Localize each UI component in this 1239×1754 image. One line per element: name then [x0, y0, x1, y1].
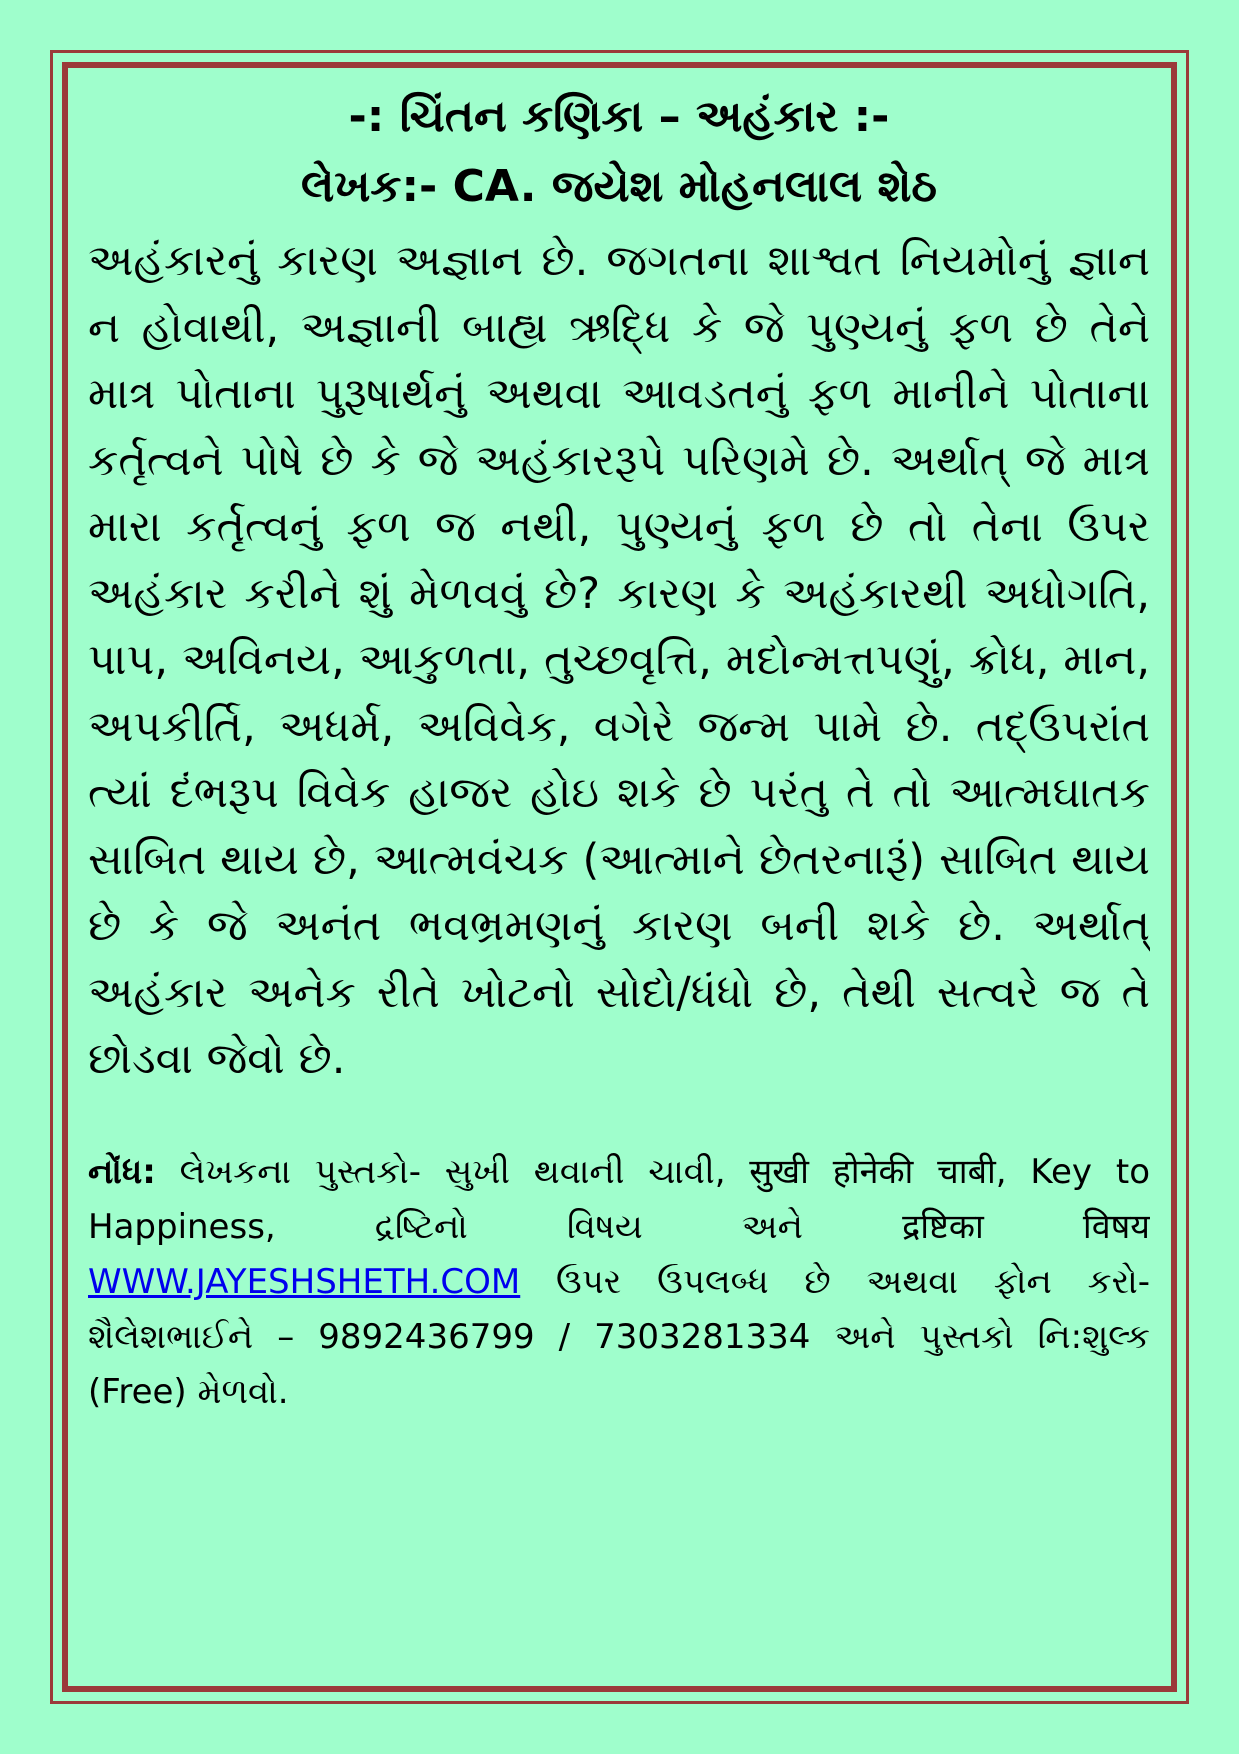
note-text-before-link: લેખકના પુસ્તકો- સુખી થવાની ચાવી, सुखी होनेकी चाबी, Key to Happiness, દ્રષ્ટિનો વિષય અને द्रष्टिका विषय: [88, 1151, 1150, 1247]
main-paragraph: અહંકારનું કારણ અજ્ઞાન છે. જગતના શાશ્વત નિયમોનું જ્ઞાન ન હોવાથી, અજ્ઞાની બાહ્ય ઋદ્ધિ કે જે પુણ્યનું ફળ છે તેને માત્ર પોતાના પુરૂષાર્થનું અથવા આવડતનું ફળ માનીને પોતાના કર્તૃત્વને પોષે છે કે જે અહંકારરૂપે પરિણમે છે. અર્થાત્ જે માત્ર મારા કર્તૃત્વનું ફળ જ નથી, પુણ્યનું ફળ છે તો તેના ઉપર અહંકાર કરીને શું મેળવવું છે? કારણ કે અહંકારથી અધોગતિ, પાપ, અવિનય, આકુળતા, તુચ્છવૃત્તિ, મદોન્મત્તપણું, ક્રોધ, માન, અપકીર્તિ, અધર્મ, અવિવેક, વગેરે જન્મ પામે છે. તદ્ઉપરાંત ત્યાં દંભરૂપ વિવેક હાજર હોઇ શકે છે પરંતુ તે તો આત્મઘાતક સાબિત થાય છે, આત્મવંચક (આત્માને છેતરનારૂં) સાબિત થાય છે કે જે અનંત ભવભ્રમણનું કારણ બની શકે છે. અર્થાત્ અહંકાર અનેક રીતે ખોટનો સોદો/ધંધો છે, તેથી સત્વરે જ તે છોડવા જેવો છે.: [88, 236, 1150, 1084]
document-content: [88, 82, 1150, 1672]
note-label: નોંધ:: [88, 1151, 156, 1192]
document-title: -: ચિંતન કણિકા – અહંકાર :-: [348, 91, 890, 142]
author-line: લેખક:- CA. જયેશ મોહનલાલ શેઠ: [300, 161, 938, 212]
note-section: [88, 1145, 1150, 1420]
website-link[interactable]: WWW.JAYESHSHETH.COM: [88, 1261, 521, 1302]
note-text-after-link: ઉપર ઉપલબ્ધ છે અથવા ફોન કરો- શૈલેશભાઈને – 9892436799 / 7303281334 અને પુસ્તકો નિ:શુલ્ક (Free) મેળવો.: [88, 1261, 1150, 1412]
